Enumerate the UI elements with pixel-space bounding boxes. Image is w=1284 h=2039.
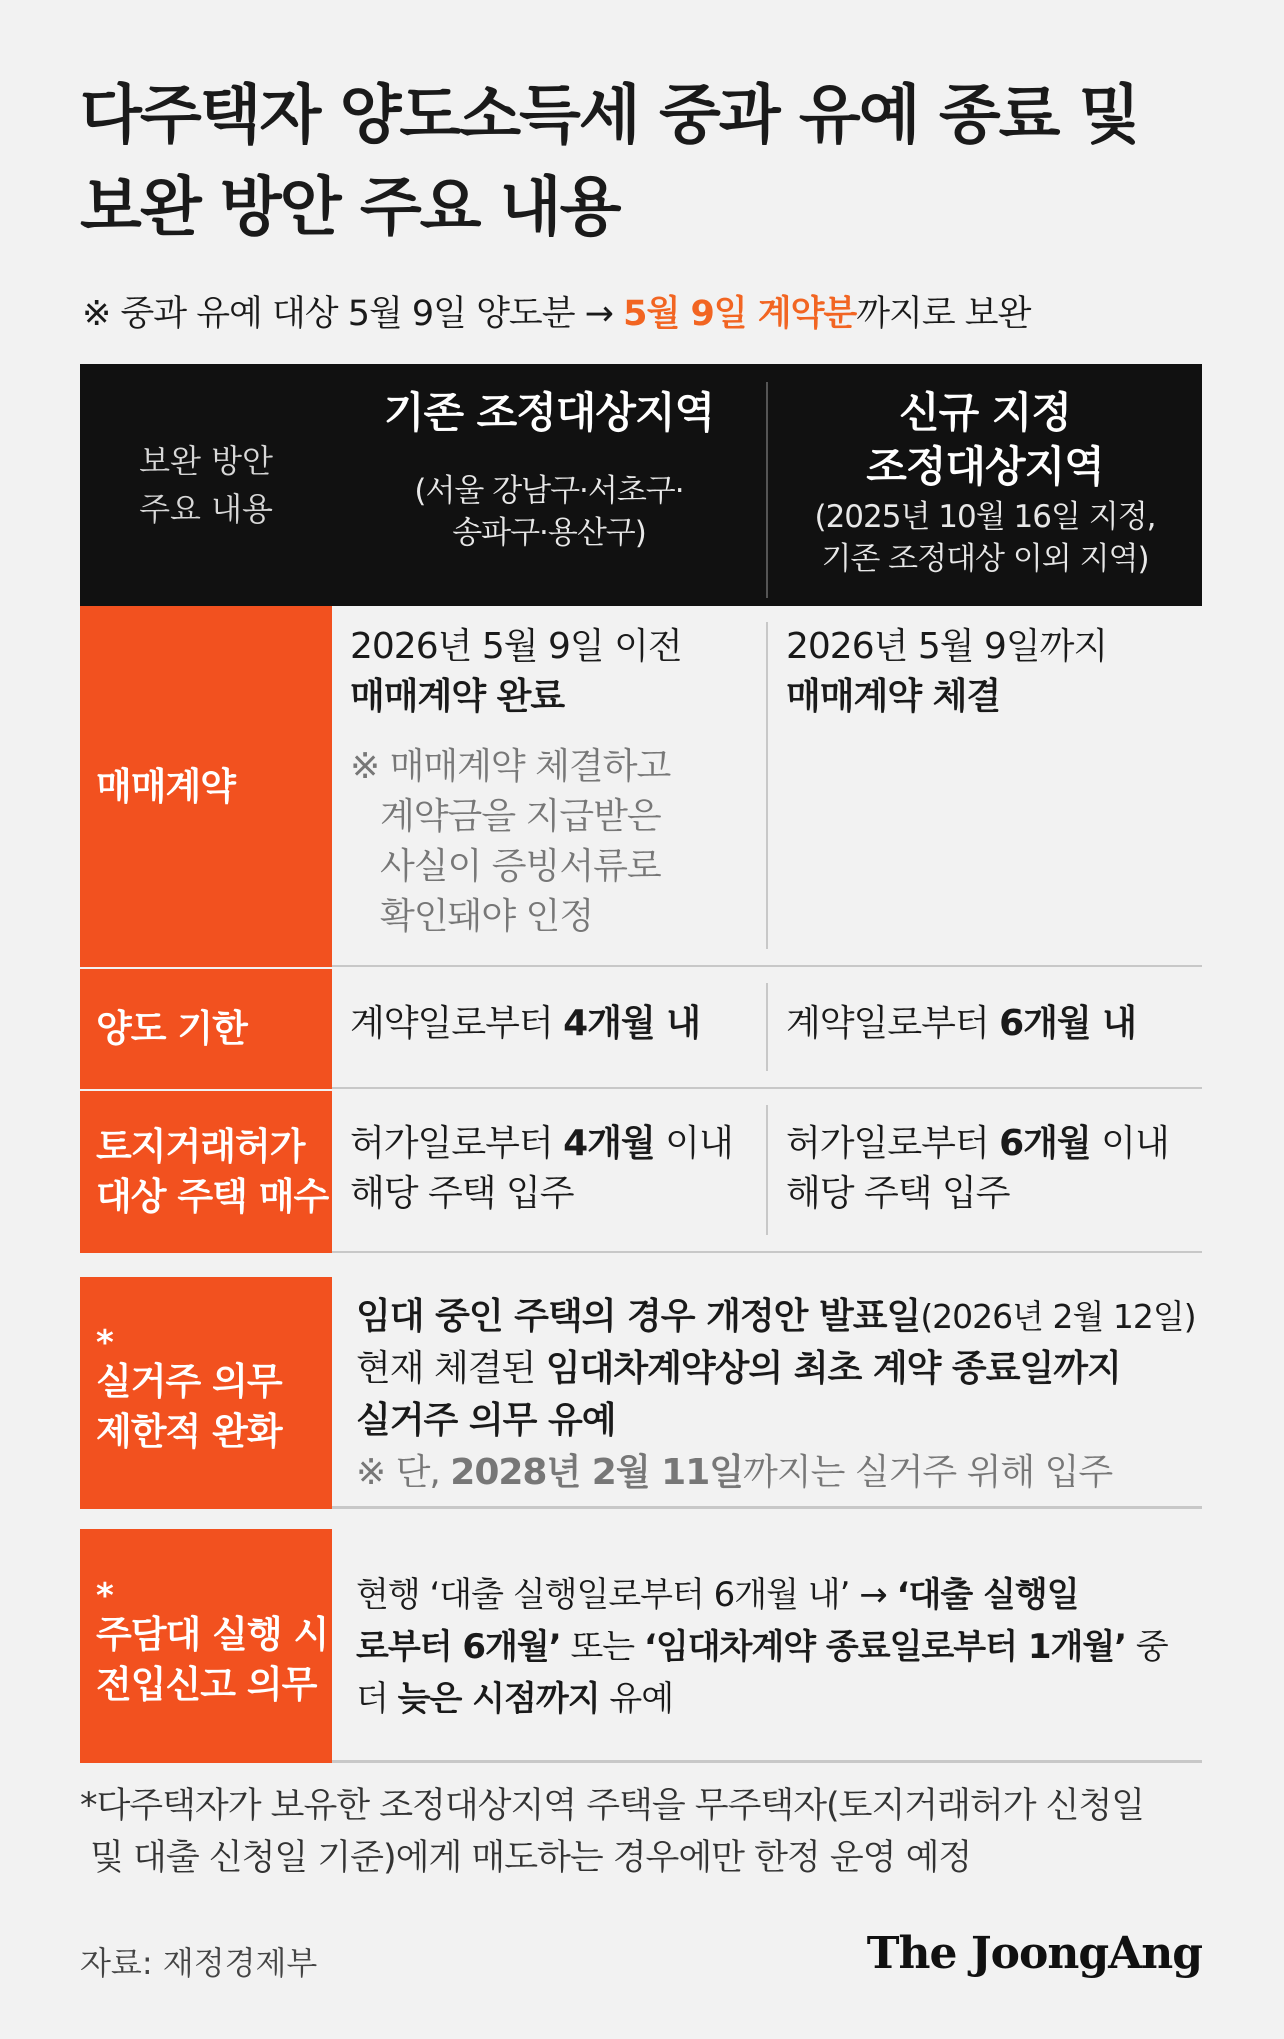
cell-text: (2026년 2월 12일) bbox=[920, 1297, 1196, 1336]
cell-note: ※ 단, bbox=[356, 1452, 451, 1493]
cell-bold: 늦은 시점까지 bbox=[397, 1679, 600, 1719]
row-label: 매매계약 bbox=[80, 606, 332, 967]
cell-bold: 매매계약 체결 bbox=[786, 676, 1001, 717]
header-col2-title1: 신규 지정 bbox=[899, 388, 1071, 437]
cell-text: 현행 ‘대출 실행일로부터 6개월 내’ → bbox=[356, 1575, 897, 1615]
cell-bold: 로부터 6개월’ bbox=[356, 1627, 561, 1667]
cell-text: 허가일로부터 bbox=[786, 1123, 1000, 1164]
cell-text: 또는 bbox=[560, 1627, 644, 1667]
footnote-line2: 및 대출 신청일 기준)에게 매도하는 경우에만 한정 운영 예정 bbox=[80, 1838, 972, 1878]
table-row-land-permit bbox=[80, 1089, 1202, 1253]
cell-bold: 임대 중인 주택의 경우 개정안 발표일 bbox=[356, 1296, 921, 1337]
table-row-sale-contract bbox=[80, 606, 1202, 967]
cell-text: 이내 bbox=[1090, 1123, 1169, 1164]
header-col-0 bbox=[80, 364, 332, 606]
cell-bold: ‘대출 실행일 bbox=[896, 1575, 1079, 1615]
cell-existing bbox=[332, 606, 766, 965]
cell-bold: 6개월 내 bbox=[999, 1003, 1137, 1044]
cell-wide bbox=[332, 1529, 1202, 1763]
header-col1-sub2: 송파구·용산구) bbox=[452, 515, 646, 551]
cell-new bbox=[768, 967, 1202, 1087]
table-row-move-in-report bbox=[80, 1529, 1202, 1763]
note-prefix: ※ 중과 유예 대상 5월 9일 양도분 → bbox=[82, 294, 624, 334]
header-col2-sub1: (2025년 10월 16일 지정, bbox=[814, 499, 1156, 535]
header-col0-line1: 보완 방안 bbox=[139, 442, 273, 480]
cell-text: 계약일로부터 bbox=[786, 1003, 1000, 1044]
header-col2-sub2: 기존 조정대상 이외 지역) bbox=[821, 541, 1149, 577]
cell-bold: 임대차계약상의 최초 계약 종료일까지 bbox=[545, 1348, 1121, 1389]
cell-existing bbox=[332, 1089, 766, 1251]
cell-new bbox=[768, 606, 1202, 965]
row-label bbox=[80, 1277, 332, 1509]
cell-text: 현재 체결된 bbox=[356, 1348, 546, 1389]
source-credit: 자료: 재정경제부 bbox=[80, 1944, 318, 1982]
header-col-2 bbox=[768, 364, 1202, 606]
cell-bold: ‘임대차계약 종료일로부터 1개월’ bbox=[643, 1627, 1127, 1667]
asterisk-mark: * bbox=[96, 1576, 113, 1616]
cell-text: 더 bbox=[356, 1679, 398, 1719]
cell-note: 까지는 실거주 위해 입주 bbox=[743, 1452, 1113, 1493]
cell-text: 해당 주택 입주 bbox=[786, 1173, 1010, 1214]
brand-logo: The JoongAng bbox=[866, 1928, 1202, 1979]
cell-text: 해당 주택 입주 bbox=[350, 1173, 574, 1214]
row-label bbox=[80, 1529, 332, 1763]
title-line-1: 다주택자 양도소득세 중과 유예 종료 및 bbox=[80, 79, 1139, 153]
comparison-table bbox=[80, 364, 1202, 1763]
row-label-line2: 전입신고 의무 bbox=[96, 1663, 317, 1706]
row-label-line2: 대상 주택 매수 bbox=[96, 1175, 329, 1218]
note-highlight: 5월 9일 계약분 bbox=[623, 294, 857, 334]
cell-text: 계약일로부터 bbox=[350, 1003, 564, 1044]
cell-note-4: 확인돼야 인정 bbox=[380, 896, 594, 937]
row-label-line1: 실거주 의무 bbox=[96, 1360, 282, 1403]
cell-bold: 4개월 내 bbox=[563, 1003, 701, 1044]
note-suffix: 까지로 보완 bbox=[856, 294, 1031, 334]
cell-new bbox=[768, 1089, 1202, 1251]
footnote bbox=[80, 1780, 1220, 1884]
note bbox=[82, 286, 1030, 336]
cell-note-1: ※ 매매계약 체결하고 bbox=[350, 746, 671, 787]
header-col0-line2: 주요 내용 bbox=[139, 490, 273, 528]
row-label-line2: 제한적 완화 bbox=[96, 1410, 282, 1453]
table-row-transfer-deadline bbox=[80, 967, 1202, 1089]
row-label-line1: 토지거래허가 bbox=[96, 1125, 305, 1168]
asterisk-mark: * bbox=[96, 1323, 113, 1363]
cell-wide bbox=[332, 1277, 1202, 1509]
header-col1-sub1: (서울 강남구·서초구· bbox=[414, 473, 684, 509]
table-row-residence-obligation bbox=[80, 1277, 1202, 1509]
page-title bbox=[80, 70, 1220, 254]
cell-text: 허가일로부터 bbox=[350, 1123, 564, 1164]
header-col1-title: 기존 조정대상지역 bbox=[383, 388, 715, 437]
title-line-2: 보완 방안 주요 내용 bbox=[80, 171, 620, 245]
table-header bbox=[80, 364, 1202, 606]
row-label-line1: 주담대 실행 시 bbox=[96, 1613, 329, 1656]
footnote-line1: *다주택자가 보유한 조정대상지역 주택을 무주택자(토지거래허가 신청일 bbox=[80, 1786, 1145, 1826]
cell-bold: 매매계약 완료 bbox=[350, 676, 565, 717]
row-label: 양도 기한 bbox=[80, 967, 332, 1089]
cell-existing bbox=[332, 967, 766, 1087]
cell-note-2: 계약금을 지급받은 bbox=[380, 796, 661, 837]
header-col2-title2: 조정대상지역 bbox=[866, 442, 1104, 491]
cell-text: 이내 bbox=[654, 1123, 733, 1164]
cell-bold: 실거주 의무 유예 bbox=[356, 1400, 616, 1441]
header-col-1 bbox=[332, 364, 766, 606]
row-label bbox=[80, 1089, 332, 1253]
cell-bold: 2028년 2월 11일 bbox=[450, 1452, 744, 1493]
cell-text: 2026년 5월 9일까지 bbox=[786, 626, 1108, 667]
cell-bold: 6개월 bbox=[999, 1123, 1091, 1164]
cell-text: 2026년 5월 9일 이전 bbox=[350, 626, 682, 667]
cell-text: 유예 bbox=[599, 1679, 674, 1719]
cell-text: 중 bbox=[1126, 1627, 1168, 1667]
cell-bold: 4개월 bbox=[563, 1123, 655, 1164]
cell-note-3: 사실이 증빙서류로 bbox=[380, 846, 661, 887]
